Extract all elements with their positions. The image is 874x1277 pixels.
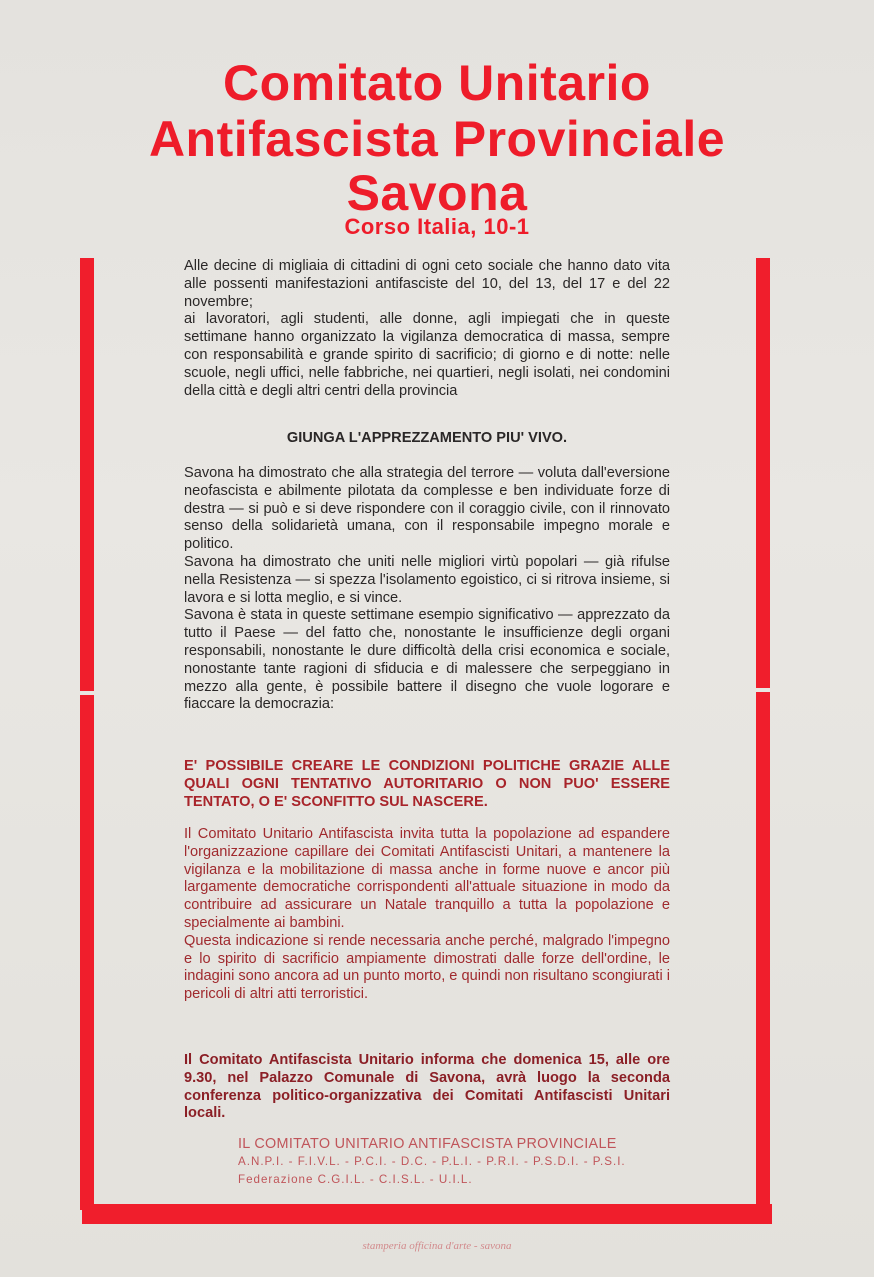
intro-paragraph	[184, 258, 670, 400]
address-line: Corso Italia, 10-1	[344, 214, 530, 239]
title-line-1: Comitato Unitario	[223, 55, 651, 111]
savona-paragraph-2: Savona ha dimostrato che uniti nelle migliori virtù popolari — già rifulse nella Resistenza — si spezza l'isolamento egoistico, ci si ritrova insieme, si lavora e si lotta meglio, e si vince.	[184, 553, 670, 606]
signature-parties: A.N.P.I. - F.I.V.L. - P.C.I. - D.C. - P.L.I. - P.R.I. - P.S.D.I. - P.S.I.	[238, 1155, 626, 1168]
intro-sentence-1: Alle decine di migliaia di cittadini di ogni ceto sociale che hanno dato vita alle possenti manifestazioni antifasciste del 10, del 13, del 17 e del 22 novembre;	[184, 258, 670, 310]
savona-paragraphs	[184, 465, 670, 714]
title-line-2: Antifascista Provinciale	[148, 111, 726, 167]
intro-sentence-2: ai lavoratori, agli studenti, alle donne, agli impiegati che in queste settimane hanno organizzato la vigilanza democratica di massa, sempre con responsabilità e grande spirito di sacrificio; di giorno e di notte: nelle scuole, negli uffici, nelle fabbriche, nei quartieri, negli isolati, nei condomini della città e degli altri centri della provincia	[184, 311, 670, 399]
emphasis-statement: E' POSSIBILE CREARE LE CONDIZIONI POLITICHE GRAZIE ALLE QUALI OGNI TENTATIVO AUTORITARIO O NON PUO' ESSERE TENTATO, O E' SCONFITTO SUL NASCERE.	[184, 758, 670, 810]
title-line-3: Savona	[346, 165, 528, 221]
invitation-paragraph-1: Il Comitato Unitario Antifascista invita tutta la popolazione ad espandere l'organizzazione capillare dei Comitati Antifascisti Unitari, a mantenere la vigilanza e la mobilitazione di massa anche in forme nuove e ancor più largamente democratiche corrispondenti all'attuale situazione in modo da contribuire ad assicurare un Natale tranquillo a tutta la popolazione e specialmente ai bambini.	[184, 826, 670, 931]
printer-credit: stamperia officina d'arte - savona	[362, 1240, 512, 1252]
right-border-bar-bottom	[756, 692, 770, 1210]
signature-unions: Federazione C.G.I.L. - C.I.S.L. - U.I.L.	[238, 1173, 473, 1186]
invitation-paragraphs	[184, 826, 670, 1004]
left-border-bar-top	[80, 258, 94, 691]
conference-announcement: Il Comitato Antifascista Unitario informa che domenica 15, alle ore 9.30, nel Palazzo Comunale di Savona, avrà luogo la seconda conferenza politico-organizzativa dei Comitati Antifascisti Unitari locali.	[184, 1052, 670, 1122]
appreciation-heading: GIUNGA L'APPREZZAMENTO PIU' VIVO.	[286, 430, 568, 446]
signature-committee: IL COMITATO UNITARIO ANTIFASCISTA PROVINCIALE	[238, 1136, 617, 1152]
savona-paragraph-1: Savona ha dimostrato che alla strategia del terrore — voluta dall'eversione neofascista e abilmente pilotata da complesse e ben individuate forze di destra — si può e si deve rispondere con il coraggio civile, con il rinnovato senso della solidarietà umana, con il responsabile impegno morale e politico.	[184, 465, 670, 553]
bottom-border-bar	[82, 1204, 772, 1224]
left-border-bar-bottom	[80, 695, 94, 1210]
right-border-bar-top	[756, 258, 770, 688]
invitation-paragraph-2: Questa indicazione si rende necessaria anche perché, malgrado l'impegno e lo spirito di sacrificio ampiamente dimostrati dalle forze dell'ordine, le indagini sono ancora ad un punto morto, e quindi non risultano scongiurati i pericoli di altri atti terroristici.	[184, 932, 670, 1003]
savona-paragraph-3: Savona è stata in queste settimane esempio significativo — apprezzato da tutto il Paese — del fatto che, nonostante le insufficienze degli organi responsabili, nonostante le dure difficoltà della crisi economica e sociale, nonostante tante ragioni di sfiducia e di malessere che serpeggiano in mezzo alla gente, è possibile battere il disegno che vuole logorare e fiaccare la democrazia:	[184, 607, 670, 713]
